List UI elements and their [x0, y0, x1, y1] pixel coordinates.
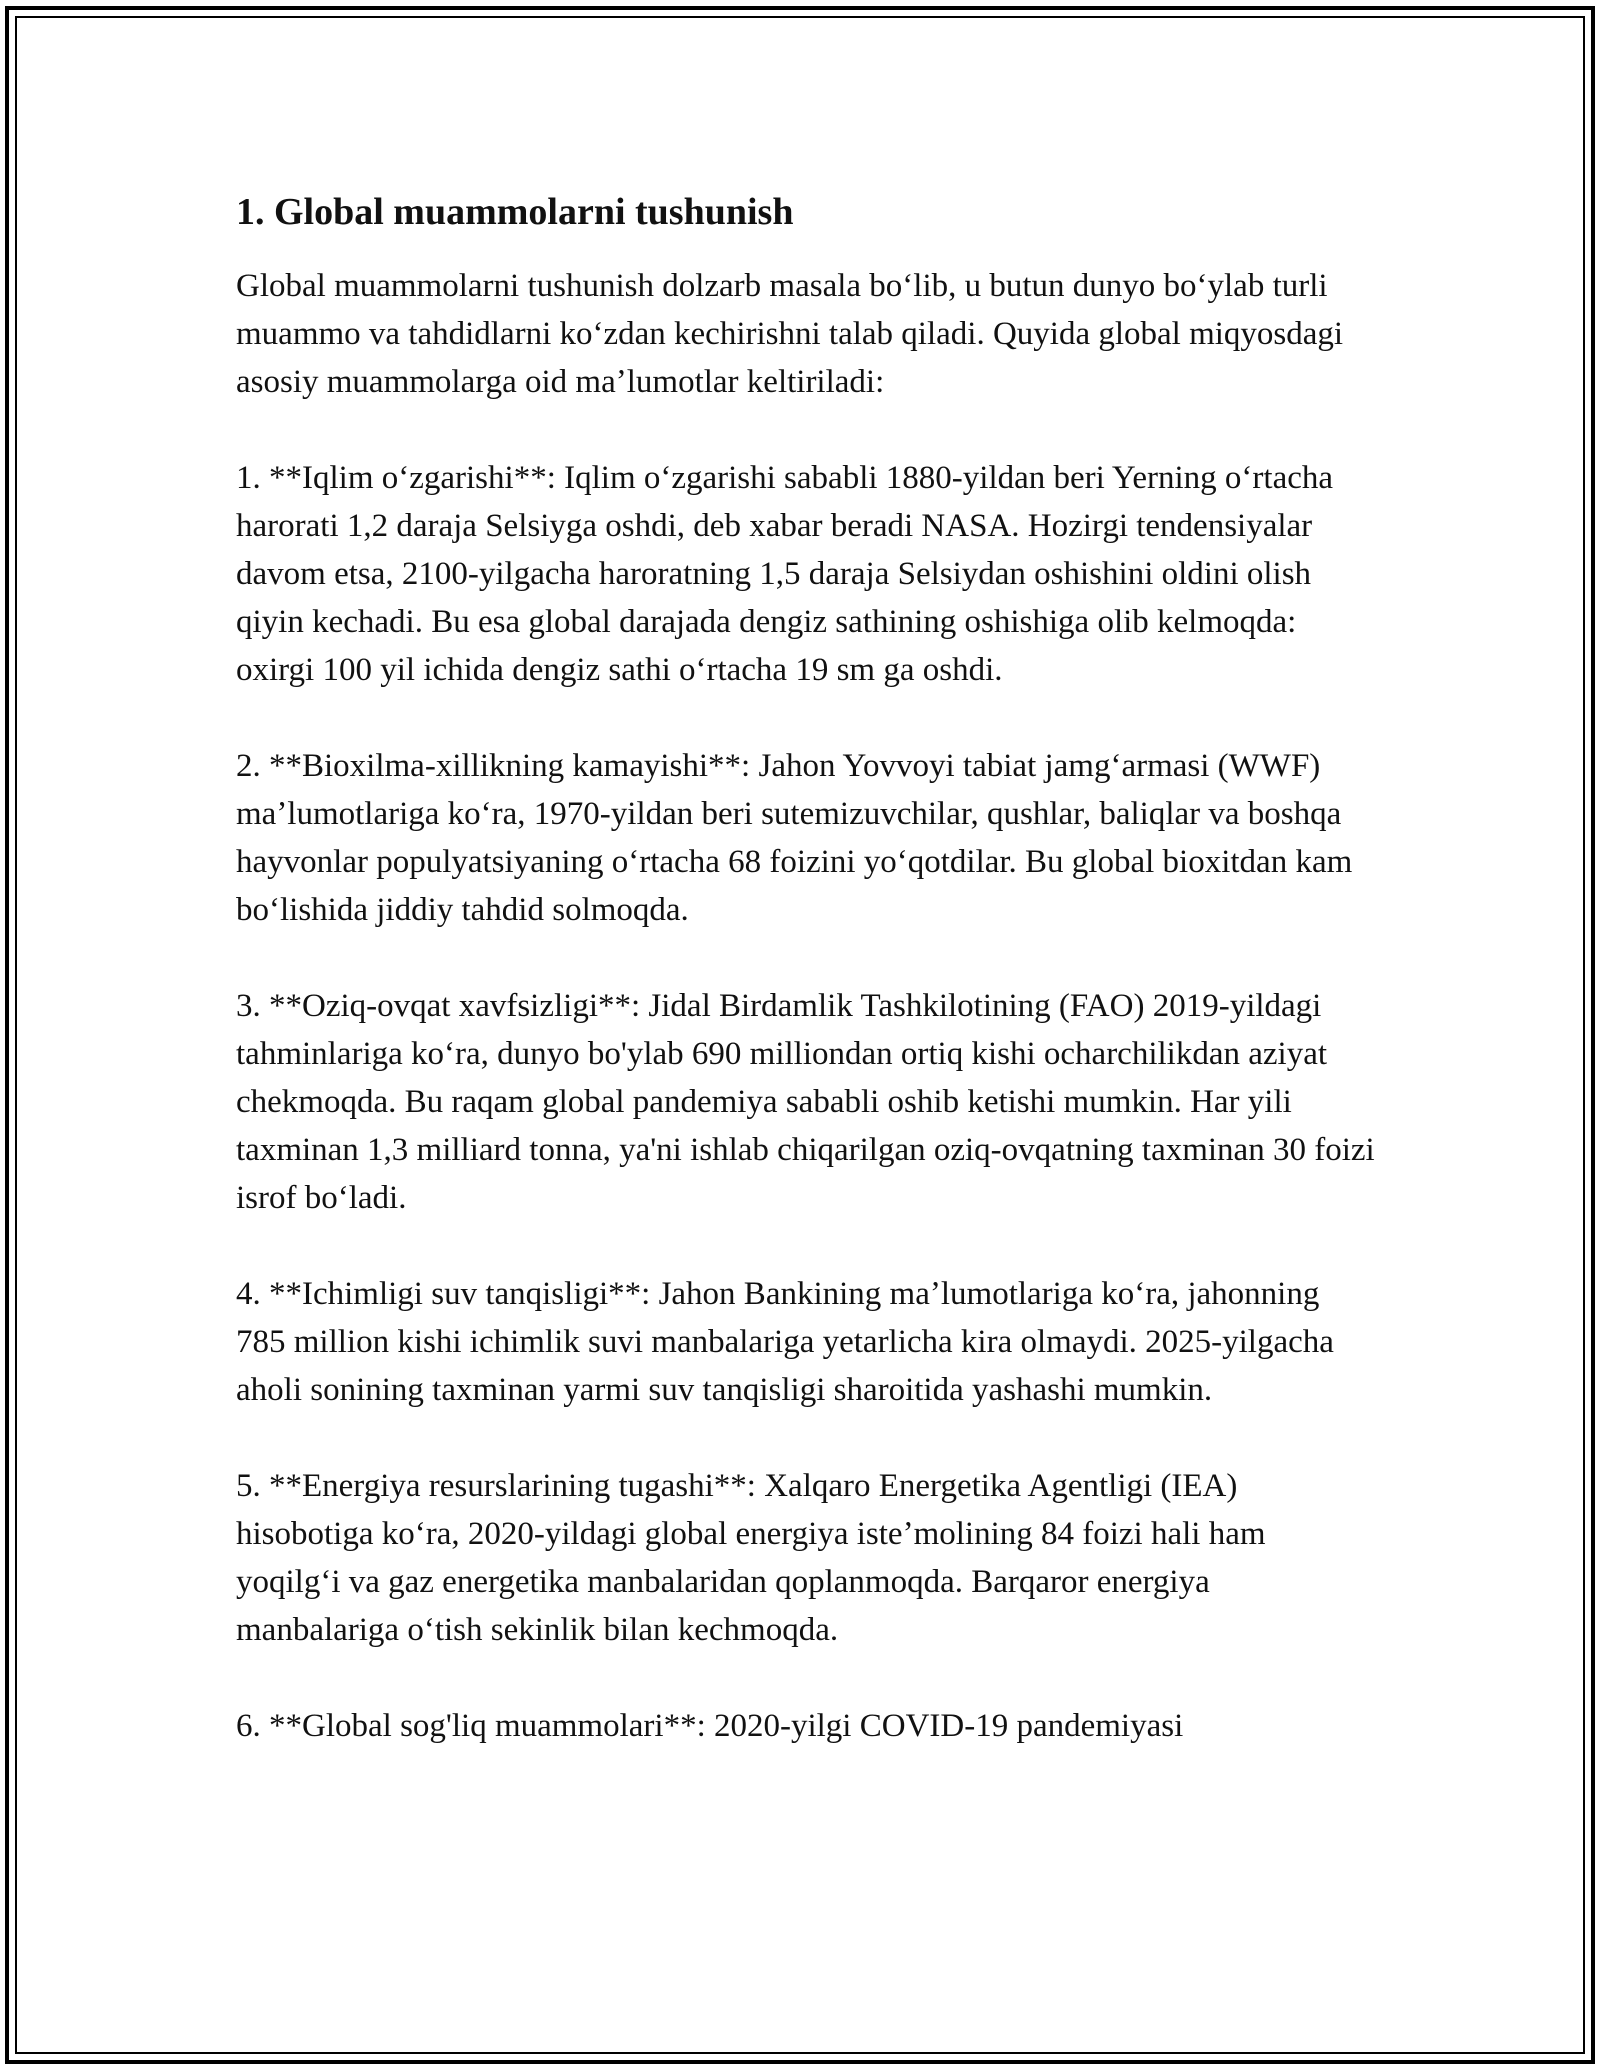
document-body	[236, 188, 1376, 1750]
paragraph-water-scarcity: 4. **Ichimligi suv tanqisligi**: Jahon Bankining maʼlumotlariga koʻra, jahonning 785 million kishi ichimlik suvi manbalariga yetarlicha kira olmaydi. 2025-yilgacha aholi sonining taxminan yarmi suv tanqisligi sharoitida yashashi mumkin.	[236, 1276, 1334, 1408]
paragraph-energy-resources: 5. **Energiya resurslarining tugashi**: Xalqaro Energetika Agentligi (IEA) hisobotiga koʻra, 2020-yildagi global energiya isteʼmolining 84 foizi hali ham yoqilgʻi va gaz energetika manbalaridan qoplanmoqda. Barqaror energiya manbalariga oʻtish sekinlik bilan kechmoqda.	[236, 1468, 1266, 1648]
paragraph-food-security: 3. **Oziq-ovqat xavfsizligi**: Jidal Birdamlik Tashkilotining (FAO) 2019-yildagi tahminlariga koʻra, dunyo bo'ylab 690 milliondan ortiq kishi ocharchilikdan aziyat chekmoqda. Bu raqam global pandemiya sababli oshib ketishi mumkin. Har yili taxminan 1,3 milliard tonna, ya'ni ishlab chiqarilgan oziq-ovqatning taxminan 30 foizi isrof boʻladi.	[236, 988, 1375, 1216]
page-title: 1. Global muammolarni tushunish	[236, 191, 794, 233]
paragraph-biodiversity: 2. **Bioxilma-xillikning kamayishi**: Jahon Yovvoyi tabiat jamgʻarmasi (WWF) maʼlumotlariga koʻra, 1970-yildan beri sutemizuvchilar, qushlar, baliqlar va boshqa hayvonlar populyatsiyaning oʻrtacha 68 foizini yoʻqotdilar. Bu global bioxitdan kam boʻlishida jiddiy tahdid solmoqda.	[236, 748, 1353, 928]
paragraph-climate-change: 1. **Iqlim oʻzgarishi**: Iqlim oʻzgarishi sababli 1880-yildan beri Yerning oʻrtacha harorati 1,2 daraja Selsiyga oshdi, deb xabar beradi NASA. Hozirgi tendensiyalar davom etsa, 2100-yilgacha haroratning 1,5 daraja Selsiydan oshishini oldini olish qiyin kechadi. Bu esa global darajada dengiz sathining oshishiga olib kelmoqda: oxirgi 100 yil ichida dengiz sathi oʻrtacha 19 sm ga oshdi.	[236, 460, 1334, 688]
paragraph-global-health: 6. **Global sog'liq muammolari**: 2020-yilgi COVID-19 pandemiyasi	[236, 1708, 1184, 1744]
intro-paragraph: Global muammolarni tushunish dolzarb masala boʻlib, u butun dunyo boʻylab turli muammo va tahdidlarni koʻzdan kechirishni talab qiladi. Quyida global miqyosdagi asosiy muammolarga oid maʼlumotlar keltiriladi:	[236, 268, 1344, 400]
